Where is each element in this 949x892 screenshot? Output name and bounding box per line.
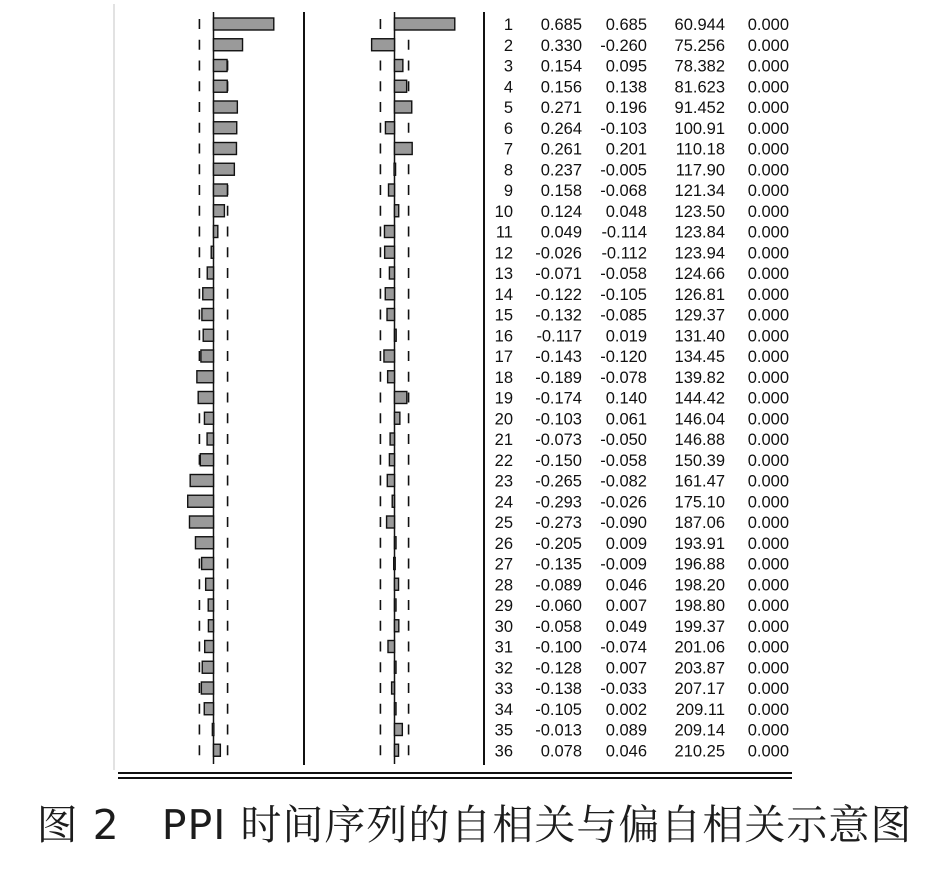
table-lag-label: 7 [503, 140, 513, 159]
table-ac-value: 0.078 [540, 742, 582, 761]
table-q-stat-value: 146.04 [674, 410, 725, 429]
table-ac-value: -0.174 [535, 389, 582, 408]
ac-bar-lag-17 [201, 350, 214, 362]
table-q-stat-value: 75.256 [674, 36, 725, 55]
ac-bar-lag-23 [190, 475, 213, 487]
table-pac-value: 0.048 [605, 202, 647, 221]
table-pac-value: 0.089 [605, 721, 647, 740]
table-prob-value: 0.000 [747, 78, 789, 97]
ac-bar-lag-11 [214, 226, 218, 238]
ac-bar-lag-33 [201, 682, 213, 694]
ac-bar-lag-4 [214, 80, 228, 92]
pac-bar-lag-33 [392, 682, 395, 694]
table-ac-value: -0.138 [535, 680, 582, 698]
table-prob-value: 0.000 [747, 576, 789, 595]
table-q-stat-value: 146.88 [674, 431, 725, 449]
pac-bar-lag-5 [395, 101, 412, 113]
pac-bar-lag-32 [395, 661, 397, 673]
table-prob-value: 0.000 [747, 36, 789, 55]
table-lag-label: 29 [494, 597, 513, 615]
table-pac-value: 0.046 [605, 742, 647, 761]
ac-bar-lag-19 [198, 392, 213, 404]
ac-bar-lag-13 [207, 267, 213, 279]
table-ac-value: -0.071 [535, 265, 582, 283]
table-prob-value: 0.000 [747, 368, 789, 387]
ac-bar-lag-6 [214, 122, 237, 134]
table-lag-label: 25 [494, 514, 513, 532]
ac-bar-lag-24 [188, 495, 214, 507]
table-prob-value: 0.000 [747, 327, 789, 346]
pac-bar-lag-34 [395, 703, 397, 715]
ac-bar-lag-12 [211, 246, 213, 258]
ac-bar-lag-21 [207, 433, 213, 445]
table-q-stat-value: 175.10 [674, 493, 725, 512]
table-q-stat-value: 196.88 [674, 555, 725, 574]
table-ac-value: 0.685 [540, 16, 582, 34]
table-pac-value: -0.105 [600, 285, 647, 304]
table-pac-value: -0.260 [600, 36, 647, 55]
table-q-stat-value: 110.18 [675, 140, 725, 159]
table-pac-value: -0.068 [600, 182, 647, 200]
table-ac-value: -0.060 [535, 597, 582, 615]
ac-bar-lag-26 [195, 537, 213, 549]
table-prob-value: 0.000 [747, 265, 789, 283]
table-lag-label: 23 [494, 472, 513, 491]
table-lag-label: 10 [494, 202, 513, 221]
table-pac-value: 0.201 [605, 140, 647, 159]
table-q-stat-value: 139.82 [674, 368, 725, 387]
table-q-stat-value: 126.81 [674, 285, 725, 304]
table-prob-value: 0.000 [747, 742, 789, 761]
ac-bar-lag-2 [214, 39, 243, 51]
ac-bar-lag-3 [214, 60, 228, 72]
table-q-stat-value: 91.452 [674, 99, 725, 117]
table-prob-value: 0.000 [747, 182, 789, 200]
pac-bar-lag-19 [395, 392, 407, 404]
table-pac-value: -0.005 [600, 161, 647, 180]
table-lag-label: 6 [503, 119, 513, 138]
table-lag-label: 5 [503, 99, 513, 117]
ac-bar-lag-29 [208, 599, 213, 611]
table-pac-value: -0.082 [600, 472, 647, 491]
pac-bar-lag-35 [395, 724, 403, 736]
table-lag-label: 11 [495, 223, 513, 242]
table-ac-value: 0.264 [540, 119, 582, 138]
table-q-stat-value: 121.34 [674, 182, 725, 200]
table-prob-value: 0.000 [747, 285, 789, 304]
table-ac-value: -0.143 [535, 348, 582, 366]
ac-bar-lag-20 [204, 412, 213, 424]
table-pac-value: -0.120 [600, 348, 647, 366]
table-q-stat-value: 124.66 [674, 265, 725, 283]
table-q-stat-value: 78.382 [674, 57, 725, 76]
table-ac-value: 0.154 [540, 57, 582, 76]
table-pac-value: -0.090 [600, 514, 647, 532]
table-pac-value: 0.196 [605, 99, 647, 117]
ac-bar-lag-22 [200, 454, 213, 466]
table-q-stat-value: 187.06 [674, 514, 725, 532]
ac-bar-lag-7 [214, 143, 237, 155]
table-ac-value: -0.100 [535, 638, 582, 657]
table-lag-label: 36 [494, 742, 513, 761]
table-q-stat-value: 203.87 [674, 659, 725, 678]
table-pac-value: 0.002 [605, 700, 647, 719]
table-prob-value: 0.000 [747, 597, 789, 615]
table-ac-value: -0.122 [535, 285, 582, 304]
table-prob-value: 0.000 [747, 140, 789, 159]
pac-bar-lag-24 [392, 495, 394, 507]
table-q-stat-value: 193.91 [674, 534, 725, 553]
table-prob-value: 0.000 [747, 16, 789, 34]
table-prob-value: 0.000 [747, 659, 789, 678]
ac-bar-lag-35 [212, 724, 214, 736]
ac-bar-lag-1 [214, 18, 274, 30]
table-ac-value: -0.135 [535, 555, 582, 574]
table-prob-value: 0.000 [747, 202, 789, 221]
table-pac-value: -0.114 [601, 223, 647, 242]
table-lag-label: 8 [503, 161, 513, 180]
table-lag-label: 19 [494, 389, 513, 408]
table-pac-value: 0.009 [605, 534, 647, 553]
table-prob-value: 0.000 [747, 451, 789, 470]
table-q-stat-value: 134.45 [674, 348, 725, 366]
table-lag-label: 2 [503, 36, 513, 55]
ac-bar-lag-9 [214, 184, 228, 196]
table-ac-value: -0.013 [535, 721, 582, 740]
table-prob-value: 0.000 [747, 493, 789, 512]
pac-bar-lag-27 [394, 558, 396, 570]
pac-bar-lag-28 [395, 578, 399, 590]
table-lag-label: 12 [494, 244, 513, 263]
table-q-stat-value: 198.80 [674, 597, 725, 615]
table-ac-value: -0.205 [535, 534, 582, 553]
pac-bar-lag-29 [395, 599, 397, 611]
table-ac-value: 0.330 [540, 36, 582, 55]
ac-bar-lag-32 [202, 661, 213, 673]
pac-bar-lag-36 [395, 744, 399, 756]
table-prob-value: 0.000 [747, 638, 789, 657]
table-ac-value: -0.132 [535, 306, 582, 325]
pac-bar-lag-26 [395, 537, 397, 549]
autocorrelation-panel [188, 12, 274, 764]
table-q-stat-value: 209.14 [674, 721, 725, 740]
table-prob-value: 0.000 [747, 472, 789, 491]
table-prob-value: 0.000 [747, 99, 789, 117]
table-q-stat-value: 144.42 [674, 389, 725, 408]
table-q-stat-value: 123.84 [674, 223, 725, 242]
table-prob-value: 0.000 [747, 721, 789, 740]
pac-bar-lag-11 [384, 226, 394, 238]
ac-bar-lag-25 [189, 516, 213, 528]
table-lag-label: 3 [503, 57, 513, 76]
pac-bar-lag-25 [387, 516, 395, 528]
table-q-stat-value: 161.47 [674, 472, 725, 491]
table-ac-value: 0.237 [540, 161, 582, 180]
table-q-stat-value: 129.37 [674, 306, 725, 325]
pac-bar-lag-7 [395, 143, 413, 155]
table-prob-value: 0.000 [747, 244, 789, 263]
table-ac-value: -0.105 [535, 700, 582, 719]
pac-bar-lag-10 [395, 205, 399, 217]
pac-bar-lag-20 [395, 412, 400, 424]
table-prob-value: 0.000 [747, 617, 789, 636]
table-prob-value: 0.000 [747, 119, 789, 138]
partial-autocorrelation-panel [372, 12, 455, 764]
pac-bar-lag-1 [395, 18, 455, 30]
table-ac-value: 0.271 [540, 99, 582, 117]
pac-bar-lag-21 [390, 433, 394, 445]
table-ac-value: -0.026 [535, 244, 582, 263]
table-ac-value: -0.265 [535, 472, 582, 491]
table-prob-value: 0.000 [747, 161, 789, 180]
table-lag-label: 35 [494, 721, 513, 740]
table-prob-value: 0.000 [747, 431, 789, 449]
table-lag-label: 14 [494, 285, 513, 304]
pac-bar-lag-16 [395, 329, 397, 341]
table-lag-label: 32 [494, 659, 513, 678]
pac-bar-lag-6 [385, 122, 394, 134]
table-lag-label: 9 [503, 182, 513, 200]
correlogram-table [495, 16, 789, 760]
figure-caption: 图 2 PPI 时间序列的自相关与偏自相关示意图 [36, 801, 913, 849]
ac-bar-lag-30 [208, 620, 213, 632]
table-q-stat-value: 209.11 [675, 700, 725, 719]
table-q-stat-value: 123.50 [674, 202, 725, 221]
table-pac-value: 0.095 [605, 57, 647, 76]
table-lag-label: 13 [494, 265, 513, 283]
table-q-stat-value: 150.39 [674, 451, 725, 470]
table-q-stat-value: 60.944 [674, 16, 725, 34]
pac-bar-lag-9 [389, 184, 395, 196]
table-pac-value: -0.058 [600, 451, 647, 470]
table-pac-value: -0.009 [600, 555, 647, 574]
table-lag-label: 20 [494, 410, 513, 429]
table-q-stat-value: 199.37 [674, 617, 725, 636]
table-prob-value: 0.000 [747, 223, 789, 242]
pac-bar-lag-22 [389, 454, 394, 466]
table-prob-value: 0.000 [747, 410, 789, 429]
table-prob-value: 0.000 [747, 514, 789, 532]
table-prob-value: 0.000 [747, 57, 789, 76]
pac-bar-lag-3 [395, 60, 403, 72]
table-q-stat-value: 201.06 [674, 638, 725, 657]
ac-bar-lag-5 [214, 101, 238, 113]
pac-bar-lag-30 [395, 620, 399, 632]
table-pac-value: -0.085 [600, 306, 647, 325]
ac-bar-lag-8 [214, 163, 235, 175]
table-pac-value: 0.061 [605, 410, 647, 429]
table-lag-label: 16 [494, 327, 513, 346]
table-ac-value: -0.273 [535, 514, 582, 532]
table-ac-value: 0.261 [540, 140, 582, 159]
table-prob-value: 0.000 [747, 389, 789, 408]
table-lag-label: 28 [494, 576, 513, 595]
pac-bar-lag-4 [395, 80, 407, 92]
table-q-stat-value: 100.91 [674, 119, 725, 138]
ac-bar-lag-36 [214, 744, 221, 756]
table-q-stat-value: 123.94 [674, 244, 725, 263]
table-lag-label: 21 [494, 431, 513, 449]
table-ac-value: -0.293 [535, 493, 582, 512]
table-lag-label: 18 [494, 368, 513, 387]
pac-bar-lag-18 [388, 371, 395, 383]
table-q-stat-value: 117.90 [675, 161, 725, 180]
table-q-stat-value: 210.25 [674, 742, 725, 761]
ac-bar-lag-10 [214, 205, 225, 217]
table-pac-value: -0.026 [600, 493, 647, 512]
table-ac-value: -0.058 [535, 617, 582, 636]
table-prob-value: 0.000 [747, 534, 789, 553]
table-q-stat-value: 198.20 [674, 576, 725, 595]
table-ac-value: 0.156 [540, 78, 582, 97]
table-pac-value: 0.685 [605, 16, 647, 34]
table-lag-label: 26 [494, 534, 513, 553]
ac-bar-lag-18 [197, 371, 214, 383]
pac-bar-lag-2 [372, 39, 395, 51]
ac-bar-lag-27 [202, 558, 214, 570]
table-pac-value: 0.140 [605, 389, 647, 408]
table-lag-label: 31 [494, 638, 513, 657]
table-ac-value: -0.150 [535, 451, 582, 470]
table-prob-value: 0.000 [747, 306, 789, 325]
table-pac-value: -0.050 [600, 431, 647, 449]
table-prob-value: 0.000 [747, 348, 789, 366]
table-lag-label: 27 [494, 555, 513, 574]
table-ac-value: -0.089 [535, 576, 582, 595]
table-ac-value: -0.073 [535, 431, 582, 449]
table-pac-value: 0.019 [605, 327, 647, 346]
pac-bar-lag-13 [389, 267, 394, 279]
pac-bar-lag-31 [388, 641, 395, 653]
table-q-stat-value: 81.623 [674, 78, 725, 97]
pac-bar-lag-14 [385, 288, 394, 300]
table-pac-value: -0.078 [600, 368, 647, 387]
table-ac-value: 0.124 [540, 202, 582, 221]
table-lag-label: 22 [494, 451, 513, 470]
table-prob-value: 0.000 [747, 555, 789, 574]
ac-bar-lag-14 [203, 288, 214, 300]
table-lag-label: 1 [503, 16, 513, 34]
table-ac-value: -0.189 [535, 368, 582, 387]
table-pac-value: 0.049 [605, 617, 647, 636]
table-pac-value: 0.007 [605, 597, 647, 615]
table-pac-value: 0.007 [605, 659, 647, 678]
table-pac-value: -0.074 [600, 638, 647, 657]
table-pac-value: -0.033 [600, 680, 647, 698]
ac-bar-lag-16 [203, 329, 213, 341]
ac-bar-lag-34 [204, 703, 213, 715]
table-pac-value: -0.103 [600, 119, 647, 138]
pac-bar-lag-23 [387, 475, 394, 487]
table-lag-label: 4 [503, 78, 513, 97]
table-pac-value: -0.112 [601, 244, 647, 263]
table-pac-value: -0.058 [600, 265, 647, 283]
table-q-stat-value: 131.40 [674, 327, 725, 346]
table-ac-value: 0.049 [540, 223, 582, 242]
ac-bar-lag-31 [205, 641, 214, 653]
table-q-stat-value: 207.17 [674, 680, 725, 698]
table-ac-value: -0.103 [535, 410, 582, 429]
table-lag-label: 30 [494, 617, 513, 636]
ac-bar-lag-28 [206, 578, 214, 590]
pac-bar-lag-8 [394, 163, 396, 175]
pac-bar-lag-17 [384, 350, 395, 362]
table-ac-value: -0.117 [536, 327, 582, 346]
table-lag-label: 24 [494, 493, 513, 512]
table-prob-value: 0.000 [747, 700, 789, 719]
ac-bar-lag-15 [202, 309, 214, 321]
table-prob-value: 0.000 [747, 680, 789, 698]
table-lag-label: 33 [494, 680, 513, 698]
table-pac-value: 0.046 [605, 576, 647, 595]
table-ac-value: 0.158 [540, 182, 582, 200]
pac-bar-lag-12 [385, 246, 395, 258]
table-lag-label: 17 [494, 348, 513, 366]
table-lag-label: 15 [494, 306, 513, 325]
table-ac-value: -0.128 [535, 659, 582, 678]
table-lag-label: 34 [494, 700, 513, 719]
pac-bar-lag-15 [387, 309, 394, 321]
table-pac-value: 0.138 [605, 78, 647, 97]
